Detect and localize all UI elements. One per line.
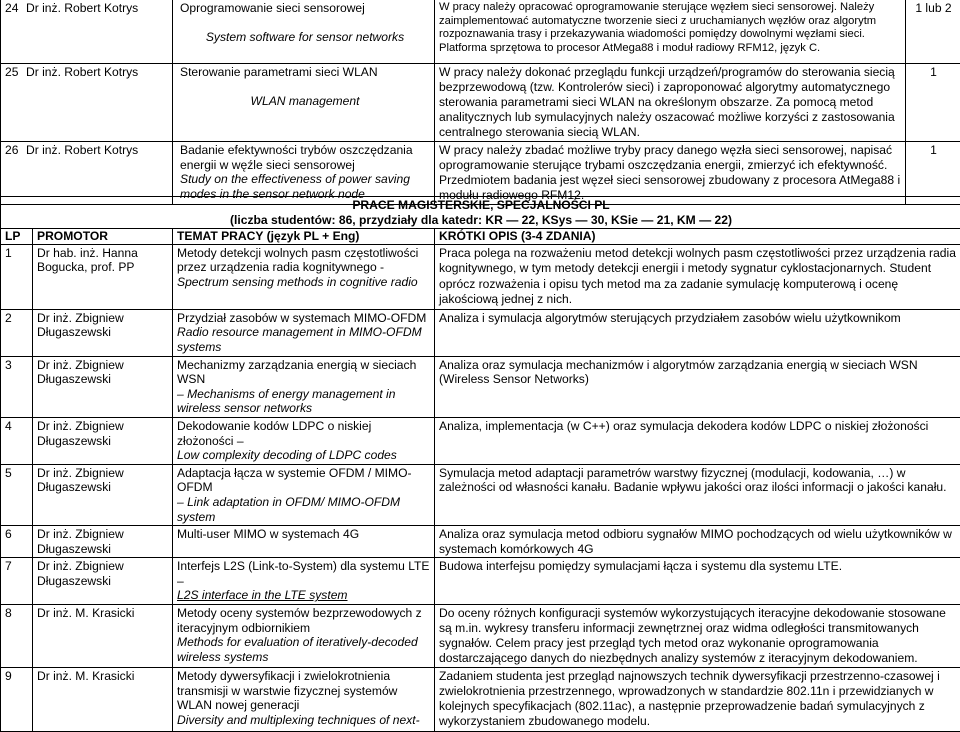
- topic-cell: [173, 417, 435, 464]
- topic-title-pl: Multi-user MIMO w systemach 4G: [177, 527, 359, 541]
- topic-cell: [173, 526, 435, 558]
- topic-description: Praca polega na rozważeniu metod detekcji wolnych pasm częstotliwości przez urządzenia radia kognitywnego, w tym metody detekcji energii i metody sygnatur cyklostacjonarnych. Student oprócz rozważenia i opisu tych metod ma za zadanie symulację komputerową i ocenę jakościową jednej z nich.: [435, 244, 960, 309]
- promoter-name: Dr inż. Robert Kotrys: [26, 65, 138, 79]
- topic-cell: [173, 0, 435, 64]
- table-row: [1, 526, 960, 558]
- topic-description: W pracy należy dokonać przeglądu funkcji urządzeń/programów do sterowania siecią bezprzewodową (tzw. Kontrolerów sieci) i zaproponować algorytmy automatycznego sterowania parametrami sieci WLAN na określonym obszarze. Za pomocą metod analitycznych lub symulacyjnych należy oszacować możliwe korzyści z zastosowania centralnego sterowania siecią WLAN.: [439, 65, 895, 139]
- topic-cell: [173, 64, 435, 142]
- topic-cell: [173, 244, 435, 309]
- student-count: 1: [930, 143, 937, 157]
- topic-title-en: System software for sensor networks: [180, 30, 430, 45]
- table-row: [1, 558, 960, 605]
- topic-title-en: Radio resource management in MIMO-OFDM systems: [177, 325, 422, 354]
- table-row: [1, 668, 960, 732]
- table-row: [1, 356, 960, 417]
- section-title-row: [1, 197, 960, 229]
- row-number: 25: [5, 65, 26, 80]
- promoter-name: Dr inż. Zbigniew Długaszewski: [33, 417, 173, 464]
- table-row: [1, 309, 960, 356]
- master-thesis-table: [0, 196, 960, 732]
- topic-title-pl: Dekodowanie kodów LDPC o niskiej złożoności –: [177, 419, 371, 448]
- description-cell: [435, 0, 906, 64]
- topic-cell: [173, 605, 435, 668]
- topic-description: W pracy należy opracować oprogramowanie sterujące węzłem sieci sensorowej. Należy zaimplementować automatyczne tworzenie sieci z uruchamianych węzłów oraz algorytm rozpoznawania trasy i przekazywania wiadomości pomiędzy dowolnymi węzłami sieci. Platforma sprzętowa to procesor AtMega88 i moduł radiowy RFM12, język C.: [439, 1, 876, 54]
- topic-title-pl: Adaptacja łącza w systemie OFDM / MIMO-OFDM: [177, 466, 412, 495]
- table-row: [1, 64, 960, 142]
- row-number: 1: [1, 244, 33, 309]
- promoter-name: Dr inż. Robert Kotrys: [26, 143, 138, 157]
- promoter-name: Dr inż. Zbigniew Długaszewski: [33, 526, 173, 558]
- promoter-name: Dr inż. M. Krasicki: [33, 668, 173, 732]
- topic-title-pl: Oprogramowanie sieci sensorowej: [180, 1, 365, 15]
- topic-description: Zadaniem studenta jest przegląd najnowszych technik dywersyfikacji przestrzenno-czasowej i zwielokrotnienia przestrzennego, wprowadzonych w standardzie 802.11n i przewidzianych w kolejnych specyfikacjach (802.11ac), a następnie przeprowadzenie badań symulacyjnych z wykorzystaniem zbudowanego modelu.: [435, 668, 960, 732]
- topic-title-pl: Mechanizmy zarządzania energią w sieciach WSN: [177, 358, 416, 387]
- student-count-cell: [906, 64, 960, 142]
- topic-description: Do oceny różnych konfiguracji systemów wykorzystujących iteracyjne dekodowanie stosowane są m.in. wykresy transferu informacji zewnętrznej oraz widma odległości transmitowanych sygnałów. Celem pracy jest przegląd tych metod oraz wykonanie oprogramowania dostarczającego danych do niezbędnych analizy systemów z iteracyjnym dekodowaniem.: [435, 605, 960, 668]
- section-title-cell: [1, 197, 960, 229]
- topic-title-pl: Badanie efektywności trybów oszczędzania energii w węźle sieci sensorowej: [180, 143, 413, 172]
- table-row: [1, 605, 960, 668]
- topic-description: Analiza i symulacja algorytmów sterujących przydziałem zasobów wielu użytkownikom: [435, 309, 960, 356]
- topic-title-en: Low complexity decoding of LDPC codes: [177, 448, 397, 462]
- promoter-name: Dr inż. Zbigniew Długaszewski: [33, 464, 173, 525]
- topic-description: Symulacja metod adaptacji parametrów warstwy fizycznej (modulacji, kodowania, …) w zależności od własności kanału. Badanie wpływu jakości oraz ilości informacji o jakości kanału.: [435, 464, 960, 525]
- topic-cell: [173, 668, 435, 732]
- topic-description: Analiza oraz symulacja metod odbioru sygnałów MIMO pochodzących od wielu użytkowników w systemach komórkowych 4G: [435, 526, 960, 558]
- topic-title-pl: Metody detekcji wolnych pasm częstotliwości przez urządzenia radia kognitywnego -: [177, 246, 418, 275]
- header-temat: TEMAT PRACY (język PL + Eng): [173, 229, 435, 245]
- topic-title-en: Methods for evaluation of iteratively-decoded wireless systems: [177, 635, 418, 664]
- section-subtitle: (liczba studentów: 86, przydziały dla katedr: KR — 22, KSys — 30, KSie — 21, KM — 22): [230, 213, 732, 227]
- topic-cell: [173, 464, 435, 525]
- topic-description: Analiza oraz symulacja mechanizmów i algorytmów zarządzania energią w sieciach WSN (Wireless Sensor Networks): [435, 356, 960, 417]
- topic-description: W pracy należy zbadać możliwe tryby pracy danego węzła sieci sensorowej, napisać oprogramowanie sterujące trybami oszczędzania energii, zmierzyć ich efektywność. Przedmiotem badania jest węzeł sieci sensorowej zbudowany z procesora AtMega88 i modułu radiowego RFM12.: [439, 143, 900, 202]
- student-count: 1: [930, 65, 937, 79]
- row-number: 6: [1, 526, 33, 558]
- topic-title-pl: Sterowanie parametrami sieci WLAN: [180, 65, 378, 79]
- topic-title-en: Spectrum sensing methods in cognitive radio: [177, 275, 418, 289]
- row-number: 3: [1, 356, 33, 417]
- promoter-cell: [1, 0, 173, 64]
- section-title: PRACE MAGISTERSKIE, SPECJALNOŚCI PL: [352, 198, 609, 212]
- topic-title-en: – Mechanisms of energy management in wireless sensor networks: [177, 387, 395, 416]
- topic-title-pl: Metody dywersyfikacji i zwielokrotnienia transmisji w warstwie fizycznej systemów WLAN nowej generacji: [177, 669, 397, 712]
- topic-cell: [173, 558, 435, 605]
- topic-title-en: – Link adaptation in OFDM/ MIMO-OFDM system: [177, 495, 400, 524]
- topic-cell: [173, 309, 435, 356]
- promoter-name: Dr inż. Zbigniew Długaszewski: [33, 356, 173, 417]
- topic-title-pl: Interfejs L2S (Link-to-System) dla systemu LTE –: [177, 559, 430, 588]
- topic-description: Budowa interfejsu pomiędzy symulacjami łącza i systemu dla systemu LTE.: [435, 558, 960, 605]
- promoter-name: Dr inż. Robert Kotrys: [26, 1, 138, 15]
- promoter-name: Dr inż. Zbigniew Długaszewski: [33, 558, 173, 605]
- topic-title-en: WLAN management: [180, 94, 430, 109]
- topic-description: Analiza, implementacja (w C++) oraz symulacja dekodera kodów LDPC o niskiej złożoności: [435, 417, 960, 464]
- row-number: 9: [1, 668, 33, 732]
- row-number: 8: [1, 605, 33, 668]
- table-row: [1, 464, 960, 525]
- table-row: [1, 417, 960, 464]
- student-count: 1 lub 2: [915, 1, 951, 15]
- row-number: 2: [1, 309, 33, 356]
- promoter-name: Dr hab. inż. Hanna Bogucka, prof. PP: [33, 244, 173, 309]
- promoter-name: Dr inż. M. Krasicki: [33, 605, 173, 668]
- header-row: [1, 229, 960, 245]
- row-number: 24: [5, 1, 26, 16]
- table-row: [1, 0, 960, 64]
- promoter-cell: [1, 64, 173, 142]
- row-number: 5: [1, 464, 33, 525]
- header-opis: KRÓTKI OPIS (3-4 ZDANIA): [435, 229, 960, 245]
- topic-title-pl: Metody oceny systemów bezprzewodowych z iteracyjnym odbiornikiem: [177, 606, 422, 635]
- row-number: 4: [1, 417, 33, 464]
- description-cell: [435, 64, 906, 142]
- topic-title-en: Diversity and multiplexing techniques of next-: [177, 713, 420, 727]
- topic-title-pl: Przydział zasobów w systemach MIMO-OFDM: [177, 311, 426, 325]
- row-number: 26: [5, 143, 26, 158]
- topic-title-en: L2S interface in the LTE system: [177, 588, 348, 602]
- engineering-thesis-table: [0, 0, 960, 205]
- header-lp: LP: [1, 229, 33, 245]
- table-row: [1, 244, 960, 309]
- student-count-cell: [906, 0, 960, 64]
- topic-title-en: Study on the effectiveness of power saving modes in the sensor network node: [180, 172, 410, 201]
- header-promotor: PROMOTOR: [33, 229, 173, 245]
- row-number: 7: [1, 558, 33, 605]
- promoter-name: Dr inż. Zbigniew Długaszewski: [33, 309, 173, 356]
- topic-cell: [173, 356, 435, 417]
